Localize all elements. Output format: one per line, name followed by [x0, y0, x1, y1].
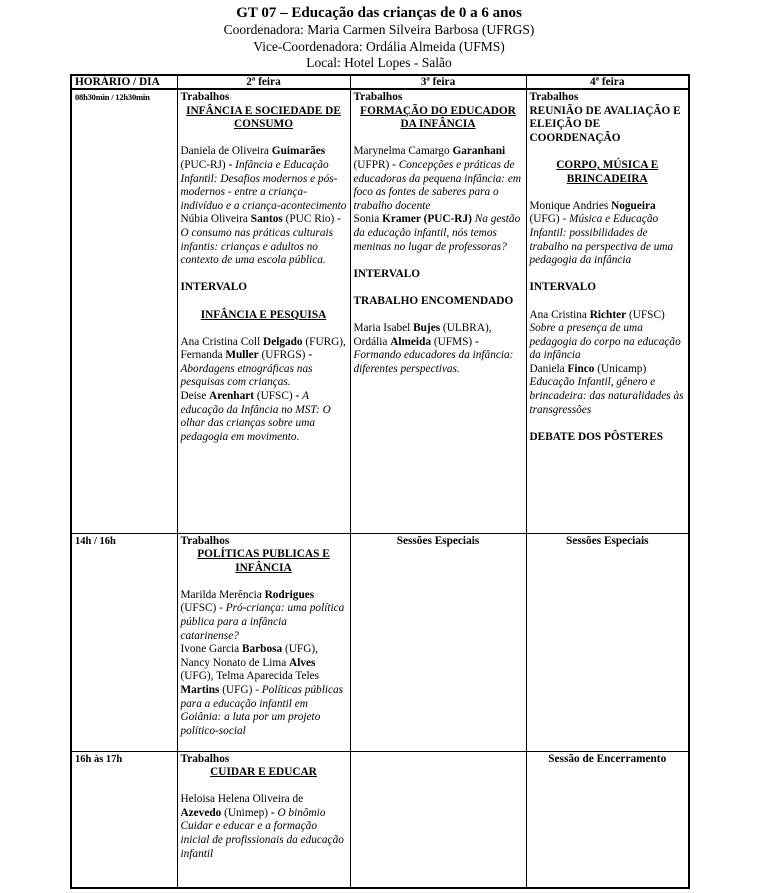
author-text: Marynelma Camargo: [353, 145, 453, 158]
author-text: (FURG), Fernanda: [180, 335, 346, 362]
spacer: [181, 268, 347, 282]
coordinator: Coordenadora: Maria Carmen Silveira Barbosa (UFRGS): [223, 22, 535, 37]
author-text: (Unimep): [221, 806, 271, 819]
author-surname: -: [270, 806, 278, 819]
schedule-cell: [526, 751, 689, 888]
spacer: [354, 281, 523, 295]
spacer: [530, 268, 686, 282]
author-surname: Santos: [250, 213, 283, 226]
author-surname: Muller: [225, 349, 259, 362]
paper-title: Na gestão da educação infantil, nós temos meninas no lugar de professoras?: [353, 213, 521, 253]
author-text: (UFMS): [431, 335, 475, 348]
spacer: [354, 254, 523, 268]
presentation-entry: [530, 309, 686, 363]
paper-title: Sobre a presença de uma pedagogia do corpo na educação da infância: [529, 322, 681, 362]
spacer: [530, 186, 686, 200]
session-title: INFÂNCIA E PESQUISA: [200, 308, 327, 321]
author-text: Ana Cristina: [529, 308, 590, 321]
time-slot: 14h / 16h: [71, 533, 177, 751]
column-header-wednesday: 4ª feira: [526, 75, 689, 89]
author-text: (UFG), Telma Aparecida Teles: [180, 670, 320, 683]
spacer: [530, 295, 686, 309]
presentation-entry: [181, 213, 347, 267]
author-surname: Nogueira: [611, 199, 656, 212]
column-header-monday: 2ª feira: [177, 75, 350, 89]
schedule-table: [70, 74, 690, 889]
presentation-entry: [354, 213, 523, 254]
spacer: [181, 295, 347, 309]
column-header-time: HORÁRIO / DIA: [71, 75, 177, 89]
section-heading: INTERVALO: [180, 281, 248, 294]
paper-title: O consumo nas práticas culturais infantis: crianças e adultos no contexto de uma escola pública.: [180, 226, 334, 267]
session-title: CORPO, MÚSICA E BRINCADEIRA: [556, 158, 659, 185]
paper-title: Educação Infantil, gênero e brincadeira: das naturalidades às transgressões: [529, 376, 684, 416]
author-surname: Garanhani: [452, 145, 506, 158]
paper-title: Abordagens etnográficas nas pesquisas com crianças.: [180, 362, 313, 389]
schedule-cell: [177, 751, 350, 888]
section-heading: TRABALHO ENCOMENDADO: [353, 294, 514, 307]
author-text: Ivone Garcia: [180, 643, 242, 656]
time-slot: 16h às 17h: [71, 751, 177, 888]
schedule-cell: [350, 751, 526, 888]
session-title: FORMAÇÃO DO EDUCADOR DA INFÂNCIA: [360, 104, 516, 131]
author-surname: -: [474, 335, 479, 348]
session-title: INFÂNCIA E SOCIEDADE DE CONSUMO: [186, 104, 341, 131]
paper-title: Concepções e práticas de educadoras da pequena infância: em foco as fontes de saberes para o trabalho docente: [353, 158, 522, 212]
presentation-entry: [181, 390, 347, 444]
session-label: Trabalhos: [180, 91, 230, 103]
schedule-cell: [526, 89, 689, 533]
document-title: GT 07 – Educação das crianças de 0 a 6 anos: [236, 5, 522, 21]
presentation-entry: [181, 793, 347, 861]
presentation-entry: [181, 589, 347, 643]
author-surname: -: [308, 349, 312, 362]
spacer: [354, 132, 523, 146]
author-surname: Finco: [567, 362, 595, 375]
author-surname: Arenhart: [209, 390, 255, 403]
author-text: (UFPR): [353, 158, 393, 171]
section-heading: INTERVALO: [353, 267, 421, 280]
author-text: Daniela: [529, 362, 568, 375]
presentation-entry: [181, 643, 347, 738]
session-label: Trabalhos: [180, 752, 230, 765]
author-text: (UFG), Nancy Nonato de Lima: [180, 643, 318, 669]
session-label: Trabalhos: [353, 91, 403, 103]
paper-title: Formando educadores da infância: diferentes perspectivas.: [353, 349, 514, 375]
table-header-row: [71, 75, 689, 89]
author-text: Sonia: [353, 213, 383, 226]
author-text: (PUC Rio): [282, 213, 338, 226]
schedule-cell: [177, 533, 350, 751]
paper-title: Políticas públicas para a educação infantil em Goiânia: a luta por um projeto político-social: [180, 684, 344, 737]
author-surname: -: [295, 390, 303, 403]
spacer: [181, 575, 347, 589]
session-name: Sessão de Encerramento: [548, 752, 667, 765]
author-surname: Richter: [589, 308, 627, 321]
author-text: (UFG) -: [219, 684, 262, 697]
author-text: Núbia Oliveira: [180, 213, 251, 226]
presentation-entry: [530, 363, 686, 417]
schedule-cell: [350, 89, 526, 533]
author-text: (ULBRA), Ordália: [353, 322, 492, 348]
author-text: (PUC-RJ): [180, 158, 229, 171]
location: Local: Hotel Lopes - Salão: [306, 55, 452, 70]
session-name: Sessões Especiais: [396, 534, 480, 547]
spacer: [181, 132, 347, 146]
schedule-cell: [177, 89, 350, 533]
spacer: [181, 780, 347, 794]
author-surname: Rodrigues: [264, 588, 315, 601]
author-surname: Kramer (PUC-RJ): [382, 213, 472, 226]
section-heading: DEBATE DOS PÔSTERES: [529, 430, 664, 443]
author-text: (Unicamp): [594, 362, 647, 375]
presentation-entry: [354, 145, 523, 213]
document-header: [70, 4, 688, 72]
author-surname: Alves: [289, 656, 316, 669]
table-row: [71, 533, 689, 751]
presentation-entry: [181, 336, 347, 390]
author-surname: Bujes: [413, 322, 441, 335]
column-header-tuesday: 3ª feira: [350, 75, 526, 89]
author-text: (UFG) -: [529, 213, 570, 226]
schedule-cell: [350, 533, 526, 751]
session-name: Sessões Especiais: [565, 534, 649, 547]
author-surname: -: [337, 213, 341, 226]
paper-title: Música e Educação Infantil: possibilidades de trabalho na perspectiva de uma pedagogia da infância: [529, 213, 674, 267]
spacer: [530, 145, 686, 159]
schedule-cell: [526, 533, 689, 751]
vice-coordinator: Vice-Coordenadora: Ordália Almeida (UFMS): [253, 38, 505, 54]
author-text: Ana Cristina Coll: [180, 335, 264, 348]
author-text: (UFSC) -: [180, 602, 226, 615]
session-label: Trabalhos: [180, 534, 230, 547]
time-slot: 08h30min / 12h30min: [71, 89, 177, 533]
author-surname: Guimarães: [271, 145, 326, 158]
author-surname: Azevedo: [180, 806, 222, 819]
paper-title: Infância e Educação Infantil: Desafios modernos e pós-modernos - entre a criança-indivíduo e a criança-acontecimento: [180, 158, 347, 212]
author-surname: Barbosa: [241, 643, 283, 656]
spacer: [354, 309, 523, 323]
author-surname: Delgado: [263, 335, 303, 348]
author-text: (UFSC): [254, 390, 296, 403]
spacer: [181, 322, 347, 336]
session-label: Trabalhos: [529, 91, 579, 103]
author-surname: -: [228, 158, 236, 171]
author-text: (UFRGS): [258, 349, 309, 362]
paper-title: O binômio Cuidar e educar e a formação inicial de profissionais da educação infantil: [180, 806, 344, 860]
author-text: Heloisa Helena Oliveira de: [180, 793, 304, 806]
spacer: [530, 417, 686, 431]
session-title: CUIDAR E EDUCAR: [210, 766, 317, 779]
presentation-entry: [181, 145, 347, 213]
author-text: Daniela de Oliveira: [180, 145, 272, 158]
section-heading: INTERVALO: [529, 281, 597, 294]
presentation-entry: [354, 322, 523, 376]
author-surname: Almeida: [390, 335, 431, 348]
author-text: Marilda Merência: [180, 588, 265, 601]
section-heading: REUNIÃO DE AVALIAÇÃO E ELEIÇÃO DE COORDENAÇÃO: [529, 104, 681, 144]
session-title: POLÍTICAS PUBLICAS E INFÂNCIA: [197, 548, 330, 574]
table-row: [71, 89, 689, 533]
author-surname: Martins: [180, 684, 220, 697]
table-row: [71, 751, 689, 888]
author-text: Maria Isabel: [353, 322, 414, 335]
author-text: Deise: [180, 390, 210, 403]
author-surname: -: [392, 158, 399, 171]
author-text: Monique Andries: [529, 199, 612, 212]
paper-title: Pró-criança: uma política pública para a infância catarinense?: [180, 602, 345, 642]
paper-title: A educação da Infância no MST: O olhar das crianças sobre uma pedagogia em movimento.: [180, 390, 331, 443]
author-text: (UFSC): [626, 308, 665, 321]
presentation-entry: [530, 200, 686, 268]
